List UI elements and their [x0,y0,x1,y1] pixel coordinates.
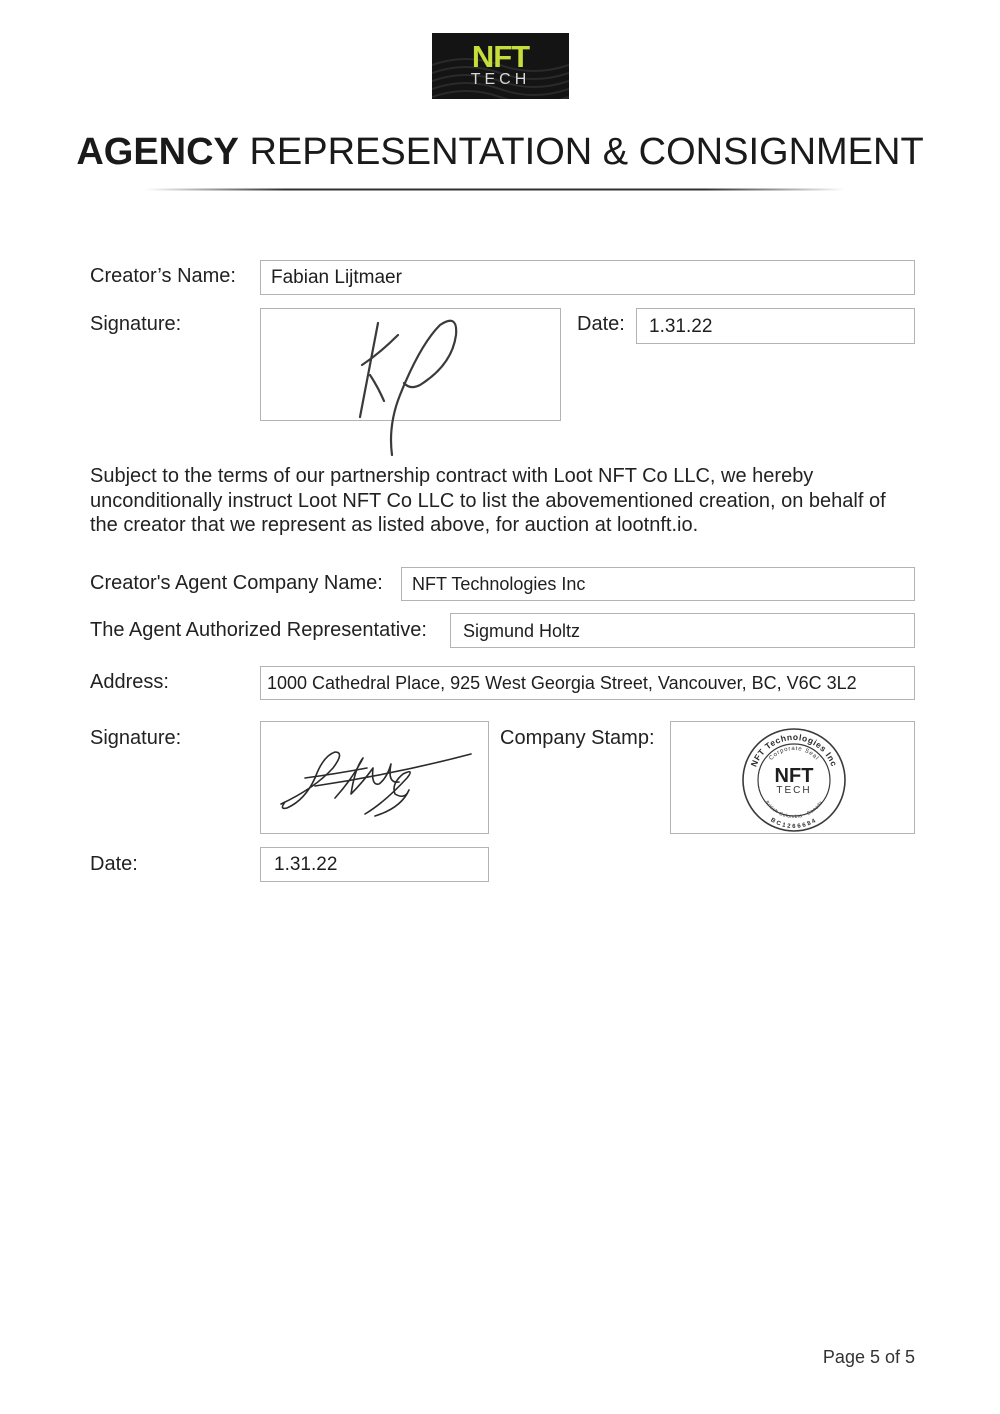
agent-address-field[interactable]: 1000 Cathedral Place, 925 West Georgia Street, Vancouver, BC, V6C 3L2 [260,666,915,700]
corporate-seal-stamp [740,728,848,832]
svg-text:British Columbia · Canada [764,800,825,820]
title-bold: AGENCY [76,131,239,173]
instruction-paragraph [90,464,920,538]
stamp-top-text: NFT Technologies Inc [748,731,840,769]
logo-sub-text: TECH [470,71,531,88]
agent-company-label: Creator's Agent Company Name: [90,572,383,594]
creator-name-field[interactable]: Fabian Lijtmaer [260,260,915,295]
stamp-inner-text: Corporate Seal [768,745,820,762]
company-logo [432,33,569,99]
logo-main-text: NFT [471,39,530,74]
paragraph-line: unconditionally instruct Loot NFT Co LLC to list the abovementioned creation, on behalf of [90,489,886,512]
company-stamp-label: Company Stamp: [500,727,655,749]
agent-signature-image [275,738,475,823]
paragraph-line: the creator that we represent as listed above, for auction at lootnft.io. [90,514,699,536]
page-number: Page 5 of 5 [822,1347,915,1367]
agent-rep-label: The Agent Authorized Representative: [90,619,427,641]
creator-signature-image [340,305,480,460]
agent-address-label: Address: [90,671,169,693]
creator-date-label: Date: [577,313,625,335]
stamp-logo-main: NFT [774,765,814,787]
title-rest: REPRESENTATION & CONSIGNMENT [238,131,924,173]
title-divider [145,188,845,191]
agent-signature-label: Signature: [90,727,182,749]
agent-rep-field[interactable]: Sigmund Holtz [450,613,915,648]
creator-signature-label: Signature: [90,313,182,335]
stamp-logo-sub: TECH [776,785,812,796]
creator-date-field[interactable]: 1.31.22 [636,308,915,344]
agent-date-label: Date: [90,853,138,875]
stamp-number-text: BC1266684 [769,817,819,831]
agent-date-field[interactable]: 1.31.22 [260,847,489,882]
paragraph-line: Subject to the terms of our partnership contract with Loot NFT Co LLC, we hereby [90,465,814,487]
creator-name-label: Creator’s Name: [90,265,236,287]
document-title [0,128,1000,176]
agent-company-field[interactable]: NFT Technologies Inc [401,567,915,601]
stamp-bottom-text: British Columbia · Canada [763,799,825,821]
